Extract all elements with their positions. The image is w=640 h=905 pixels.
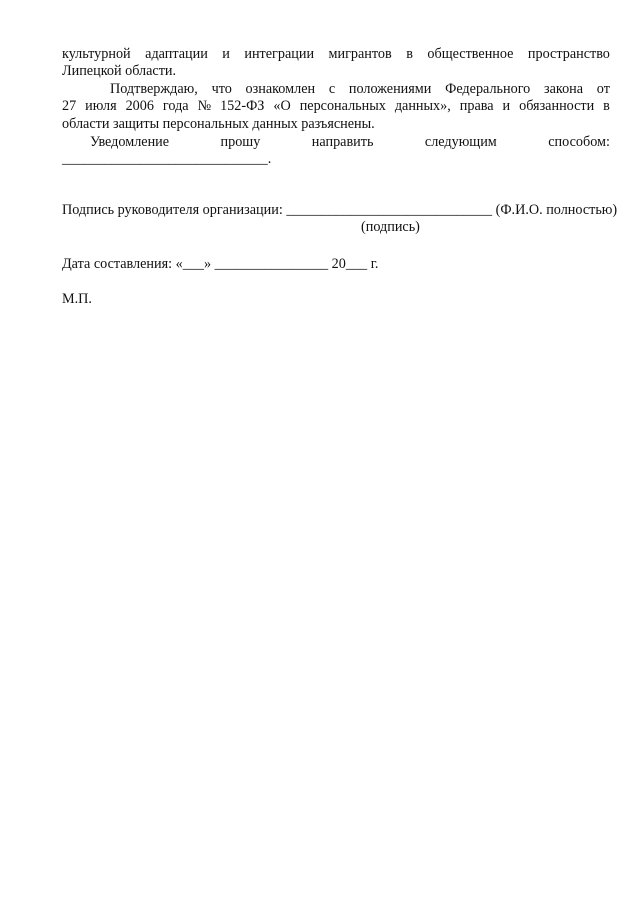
signature-blank: ______________________ bbox=[286, 202, 443, 218]
word: права bbox=[459, 98, 494, 114]
word: интеграции bbox=[244, 46, 315, 62]
word: и bbox=[502, 98, 511, 114]
word: и bbox=[222, 46, 230, 62]
word: 2006 bbox=[125, 98, 154, 114]
word: обязанности bbox=[519, 98, 595, 114]
signature-line bbox=[62, 202, 618, 219]
word: общественное bbox=[427, 46, 514, 62]
paragraph-notification-line-1 bbox=[90, 134, 610, 151]
word: Уведомление bbox=[90, 134, 170, 150]
word: культурной bbox=[62, 46, 131, 62]
word: способом: bbox=[548, 134, 610, 150]
date-line: Дата составления: «___» ________________ 20___ г. bbox=[62, 256, 379, 272]
word: адаптации bbox=[145, 46, 208, 62]
word: от bbox=[596, 81, 610, 97]
paragraph-consent-line-2 bbox=[62, 98, 610, 115]
word: следующим bbox=[424, 134, 497, 150]
word: что bbox=[211, 81, 232, 97]
word: данных», bbox=[394, 98, 451, 114]
signature-blank-extra: _______ bbox=[442, 202, 493, 218]
word: ознакомлен bbox=[245, 81, 316, 97]
fio-label: (Ф.И.О. полностью) bbox=[495, 202, 618, 218]
word: 27 bbox=[62, 98, 77, 114]
word: июля bbox=[85, 98, 117, 114]
stamp-place-label: М.П. bbox=[62, 291, 92, 307]
word: персональных bbox=[299, 98, 386, 114]
word: прошу bbox=[220, 134, 261, 150]
signature-label: Подпись руководителя организации: bbox=[62, 202, 283, 218]
word: в bbox=[406, 46, 413, 62]
word: пространство bbox=[527, 46, 610, 62]
word: мигрантов bbox=[328, 46, 392, 62]
word: в bbox=[603, 98, 610, 114]
notification-method-blank: _____________________________. bbox=[62, 151, 272, 167]
word: Федерального bbox=[445, 81, 531, 97]
paragraph-consent-line-1 bbox=[110, 81, 610, 98]
paragraph-consent-line-3: области защиты персональных данных разъяснены. bbox=[62, 116, 375, 132]
word: с bbox=[328, 81, 336, 97]
word: направить bbox=[311, 134, 374, 150]
word: Подтверждаю, bbox=[110, 81, 198, 97]
word: 152-ФЗ bbox=[220, 98, 265, 114]
paragraph-migrants-line-2: Липецкой области. bbox=[62, 63, 177, 79]
signature-caption: (подпись) bbox=[361, 219, 420, 235]
word: года bbox=[162, 98, 189, 114]
paragraph-migrants-line-1 bbox=[62, 46, 610, 63]
word: «О bbox=[273, 98, 291, 114]
word: положениями bbox=[348, 81, 432, 97]
word: № bbox=[197, 98, 212, 114]
word: закона bbox=[544, 81, 584, 97]
